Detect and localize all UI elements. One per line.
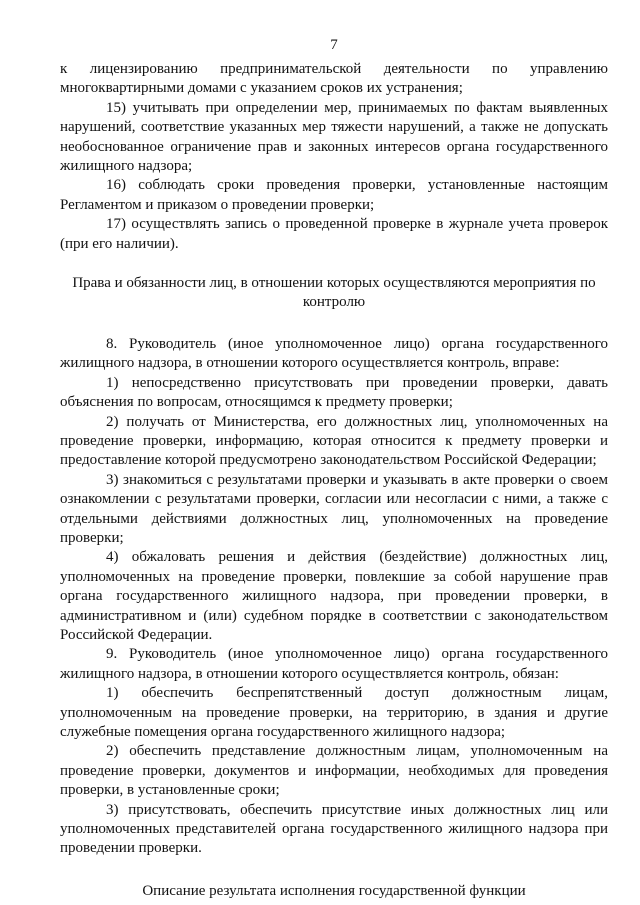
paragraph-item-17: 17) осуществлять запись о проведенной проверке в журнале учета проверок (при его наличии). (60, 216, 608, 252)
paragraph-continuation: к лицензированию предпринимательской деятельности по управлению многоквартирными домами с указанием сроков их устранения; (60, 61, 608, 97)
paragraph-8-item-3: 3) знакомиться с результатами проверки и указывать в акте проверки о своем ознакомлении с результатами проверки, согласии или несогласии с ними, а также с отдельными действиями должностных лиц, уполномоченных на проведение проверки; (60, 471, 608, 546)
page-number: 7 (330, 37, 338, 53)
paragraph-8-item-4: 4) обжаловать решения и действия (бездействие) должностных лиц, уполномоченных на проведение проверки, повлекшие за собой нарушение прав органа государственного жилищного надзора, при проведении проверки, в административном и (или) судебном порядке в соответствии с законодательством Российской Федерации. (60, 549, 608, 643)
section-heading-rights: Права и обязанности лиц, в отношении которых осуществляются мероприятия по контролю (72, 275, 596, 311)
paragraph-8-item-2: 2) получать от Министерства, его должностных лиц, уполномоченных на проведение проверки, информацию, которая относится к предмету проверки и предоставление которой предусмотрено законодательством Российской Федерации; (60, 413, 608, 469)
paragraph-9-item-2: 2) обеспечить представление должностным лицам, уполномоченным на проведение проверки, документов и информации, необходимых для проведения проверки, в установленные сроки; (60, 743, 608, 799)
paragraph-9-item-1: 1) обеспечить беспрепятственный доступ должностным лицам, уполномоченным на проведение проверки, на территорию, в здания и другие служебные помещения органа государственного жилищного надзора; (60, 685, 608, 740)
paragraph-item-15: 15) учитывать при определении мер, принимаемых по фактам выявленных нарушений, соответствие указанных мер тяжести нарушений, а также не допускать необоснованное ограничение прав и законных интересов органа государственного жилищного надзора; (60, 99, 608, 175)
paragraph-9: 9. Руководитель (иное уполномоченное лицо) органа государственного жилищного надзора, в отношении которого осуществляется контроль, обязан: (60, 646, 608, 682)
paragraph-8-item-1: 1) непосредственно присутствовать при проведении проверки, давать объяснения по вопросам, относящимся к предмету проверки; (60, 374, 608, 411)
section-heading-result: Описание результата исполнения государственной функции (142, 882, 526, 899)
paragraph-8: 8. Руководитель (иное уполномоченное лицо) органа государственного жилищного надзора, в отношении которого осуществляется контроль, вправе: (60, 335, 608, 372)
paragraph-item-16: 16) соблюдать сроки проведения проверки, установленные настоящим Регламентом и приказом о проведении проверки; (60, 177, 608, 213)
paragraph-9-item-3: 3) присутствовать, обеспечить присутствие иных должностных лиц или уполномоченных представителей органа государственного жилищного надзора при проведении проверки. (60, 801, 608, 857)
